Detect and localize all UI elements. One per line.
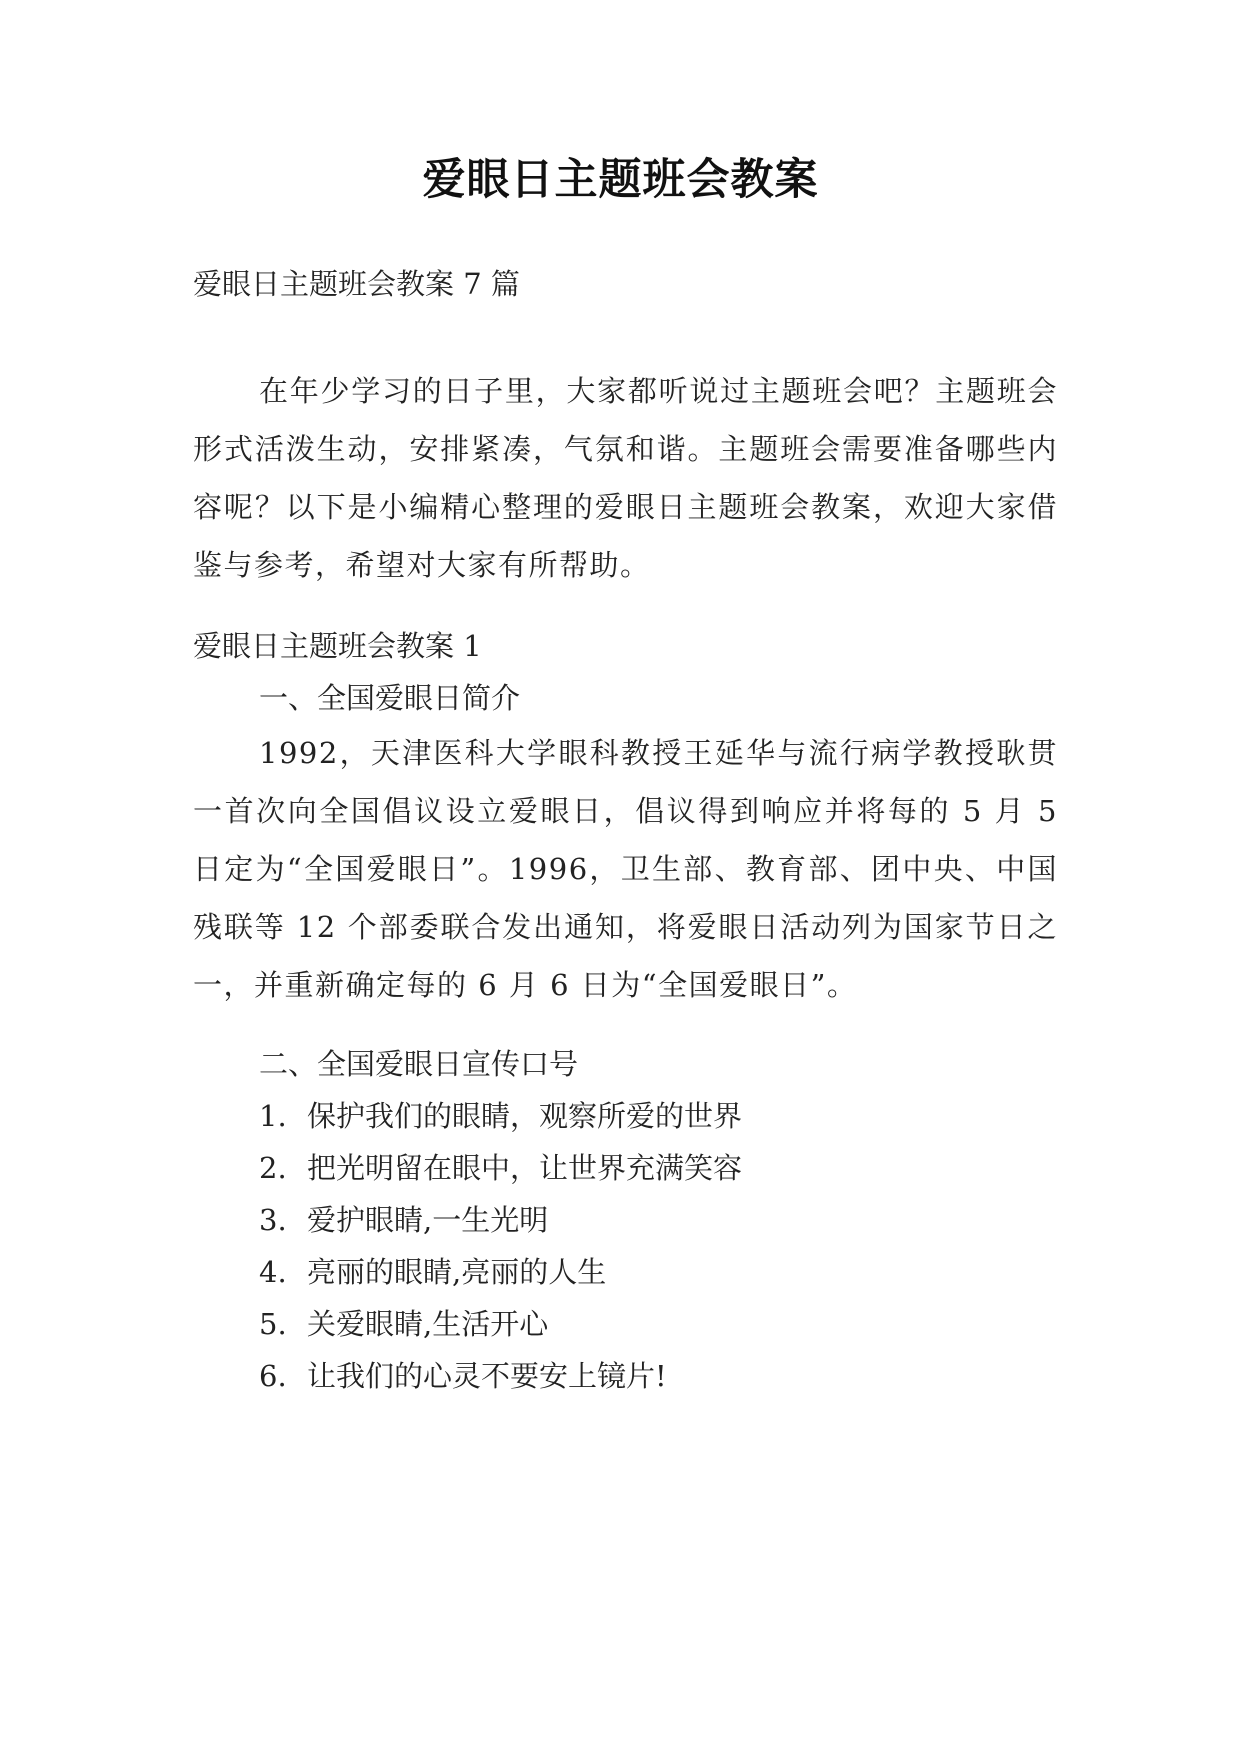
slogan-text: 保护我们的眼睛，观察所爱的世界 xyxy=(307,1099,743,1133)
slogan-item xyxy=(259,1148,742,1188)
slogan-text: 关爱眼睛,生活开心 xyxy=(307,1307,549,1341)
slogan-text: 让我们的心灵不要安上镜片! xyxy=(307,1359,667,1393)
part-heading-slogans: 二、全国爱眼日宣传口号 xyxy=(259,1047,579,1081)
slogan-item xyxy=(259,1200,548,1240)
slogan-number: 2. xyxy=(259,1151,287,1185)
slogan-item xyxy=(259,1356,667,1396)
slogan-number: 3. xyxy=(259,1203,287,1237)
intro-paragraph: 在年少学习的日子里，大家都听说过主题班会吧？主题班会形式活泼生动，安排紧凑，气氛和谐。主题班会需要准备哪些内容呢？以下是小编精心整理的爱眼日主题班会教案，欢迎大家借鉴与参考，希望对大家有所帮助。 xyxy=(193,374,1058,582)
document-subtitle: 爱眼日主题班会教案 7 篇 xyxy=(193,267,520,301)
slogan-text: 爱护眼睛,一生光明 xyxy=(307,1203,549,1237)
slogan-item xyxy=(259,1304,548,1344)
slogan-number: 5. xyxy=(259,1307,287,1341)
slogan-text: 亮丽的眼睛,亮丽的人生 xyxy=(307,1255,607,1289)
slogan-item xyxy=(259,1252,606,1292)
part-heading-intro: 一、全国爱眼日简介 xyxy=(259,681,521,715)
slogan-item xyxy=(259,1096,742,1136)
document-title: 爱眼日主题班会教案 xyxy=(422,155,819,205)
slogan-number: 6. xyxy=(259,1359,287,1393)
section-heading: 爱眼日主题班会教案 1 xyxy=(193,629,482,663)
slogan-number: 1. xyxy=(259,1099,287,1133)
slogan-number: 4. xyxy=(259,1255,287,1289)
slogan-text: 把光明留在眼中，让世界充满笑容 xyxy=(307,1151,743,1185)
part-body-intro: 1992，天津医科大学眼科教授王延华与流行病学教授耿贯一首次向全国倡议设立爱眼日，倡议得到响应并将每的 5 月 5 日定为“全国爱眼日”。1996，卫生部、教育部、团中央、中国残联等 12 个部委联合发出通知，将爱眼日活动列为国家节日之一，并重新确定每的 6 月 6 日为“全国爱眼日”。 xyxy=(193,736,1058,1002)
